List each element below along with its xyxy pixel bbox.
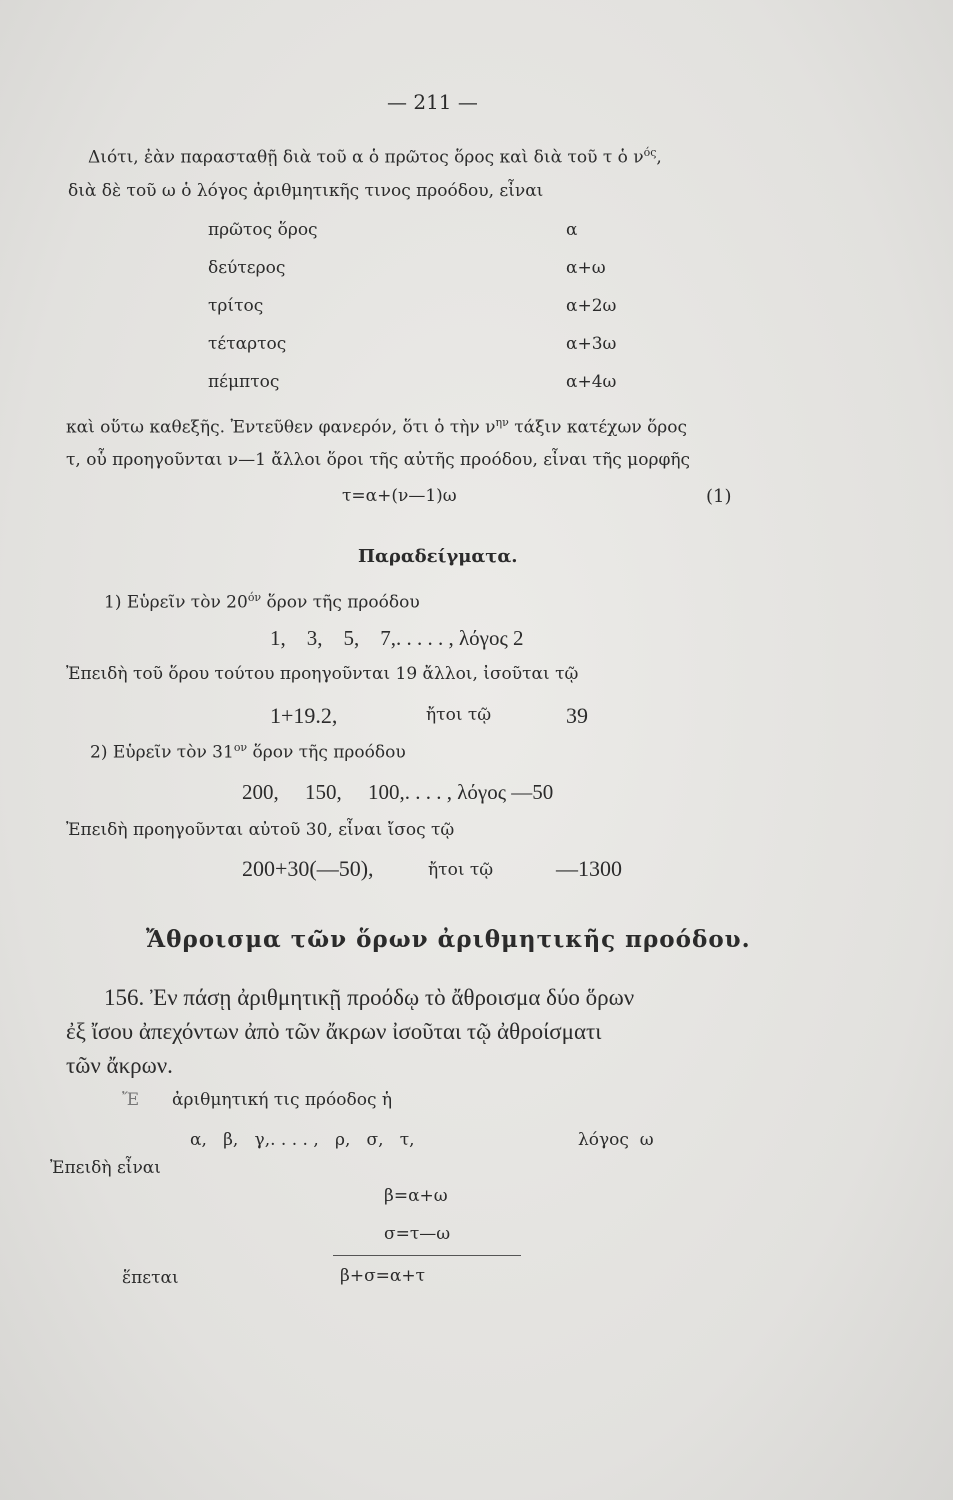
proof-sequence: α, β, γ,. . . . , ρ, σ, τ, — [190, 1130, 415, 1150]
theorem-line-3: τῶν ἄκρων. — [66, 1053, 173, 1078]
theorem-line-1: 156. Ἐν πάσῃ ἀριθμητικῇ προόδῳ τὸ ἄθροισμα δύο ὅρων — [104, 985, 635, 1010]
conclusion-line-1: καὶ οὕτω καθεξῆς. Ἐντεῦθεν φανερόν, ὅτι ὁ τὴν $\nu^{\eta\nu}$ τάξιν κατέχων ὅρος — [66, 416, 688, 438]
proof-since: Ἐπειδὴ εἶναι — [50, 1158, 161, 1178]
term-value: α+2ω — [566, 296, 617, 316]
proof-intro-mark: Ἔ — [122, 1090, 140, 1110]
equation-2: σ=τ—ω — [384, 1224, 451, 1244]
page-number: — 211 — — [387, 90, 478, 114]
term-label: πέμπτος — [208, 372, 280, 392]
example-2-sequence: 200, 150, 100,. . . . , λόγος —50 — [242, 780, 554, 804]
proof-ratio: λόγος ω — [578, 1130, 654, 1150]
formula-number: (1) — [706, 486, 732, 507]
intro-line-2: διὰ δὲ τοῦ ω ὁ λόγος ἀριθμητικῆς τινος προόδου, εἶναι — [68, 181, 544, 201]
example-1-calculation: 1+19.2, — [270, 703, 338, 728]
proof-follows: ἕπεται — [122, 1268, 179, 1288]
example-2-calc-word: ἤτοι τῷ — [428, 860, 494, 880]
term-value: α+4ω — [566, 372, 617, 392]
example-2-calculation: 200+30(—50), — [242, 856, 374, 881]
example-1-result: 39 — [566, 703, 588, 728]
example-1-prompt: 1) Εὑρεῖν τὸν $20^{ό\nu}$ ὅρον τῆς προόδου — [104, 591, 420, 613]
equation-1: β=α+ω — [384, 1186, 448, 1206]
proof-intro: ἀριθμητική τις πρόοδος ἡ — [172, 1090, 393, 1110]
examples-heading: Παραδείγματα. — [358, 546, 518, 567]
term-label: πρῶτος ὅρος — [208, 220, 318, 240]
theorem-line-2: ἐξ ἴσου ἀπεχόντων ἀπὸ τῶν ἄκρων ἰσοῦται τῷ ἀθροίσματι — [66, 1019, 602, 1044]
term-value: α+3ω — [566, 334, 617, 354]
example-1-calc-word: ἤτοι τῷ — [426, 705, 492, 725]
example-2-result: —1300 — [556, 856, 622, 881]
equation-3: β+σ=α+τ — [340, 1266, 426, 1286]
term-label: τρίτος — [208, 296, 264, 316]
term-label: δεύτερος — [208, 258, 286, 278]
conclusion-line-2: τ, οὗ προηγοῦνται ν—1 ἄλλοι ὅροι τῆς αὐτῆς προόδου, εἶναι τῆς μορφῆς — [66, 450, 691, 470]
example-2-explanation: Ἐπειδὴ προηγοῦνται αὐτοῦ 30, εἶναι ἴσος τῷ — [66, 820, 455, 840]
term-value: α+ω — [566, 258, 606, 278]
example-1-explanation: Ἐπειδὴ τοῦ ὅρου τούτου προηγοῦνται 19 ἄλλοι, ἰσοῦται τῷ — [66, 664, 579, 684]
example-2-prompt: 2) Εὑρεῖν τὸν $31^{o\nu}$ ὅρον τῆς προόδου — [90, 741, 406, 763]
term-value: α — [566, 220, 578, 240]
intro-line-1: Διότι, ἐὰν παρασταθῇ διὰ τοῦ α ὁ πρῶτος ὅρος καὶ διὰ τοῦ τ ὁ $\nu^{ό\varsigma}$, — [88, 146, 662, 168]
equation-divider — [333, 1255, 521, 1256]
general-term-formula: τ=α+(ν—1)ω — [342, 486, 457, 506]
term-label: τέταρτος — [208, 334, 287, 354]
example-1-sequence: 1, 3, 5, 7,. . . . . , λόγος 2 — [270, 626, 524, 650]
section-heading: Ἄθροισμα τῶν ὅρων ἀριθμητικῆς προόδου. — [146, 926, 751, 953]
